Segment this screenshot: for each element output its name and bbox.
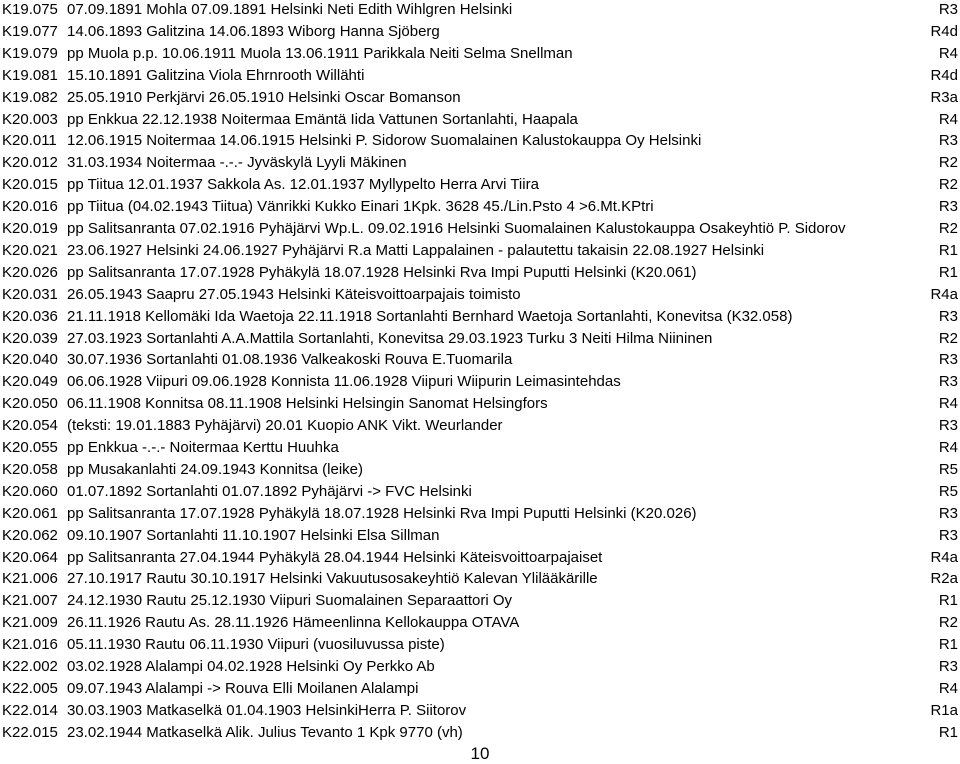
item-class: R3 bbox=[938, 1, 958, 18]
list-item bbox=[2, 330, 960, 352]
item-code: K20.055 bbox=[2, 439, 58, 456]
item-description: 12.06.1915 Noitermaa 14.06.1915 Helsinki P. Sidorow Suomalainen Kalustokauppa Oy Helsinki bbox=[67, 132, 702, 150]
item-description: 05.11.1930 Rautu 06.11.1930 Viipuri (vuosiluvussa piste) bbox=[67, 636, 445, 654]
item-code: K19.082 bbox=[2, 88, 58, 106]
item-description: 26.05.1943 Saapru 27.05.1943 Helsinki Käteisvoittoarpajais toimisto bbox=[67, 285, 521, 303]
item-class: R1 bbox=[938, 592, 958, 610]
item-class: R4 bbox=[938, 395, 958, 413]
item-description: pp Muola p.p. 10.06.1911 Muola 13.06.1911 Parikkala Neiti Selma Snellman bbox=[67, 44, 573, 62]
list-item bbox=[2, 527, 960, 549]
item-description: 14.06.1893 Galitzina 14.06.1893 Wiborg Hanna Sjöberg bbox=[67, 22, 440, 40]
item-description: pp Salitsanranta 07.02.1916 Pyhäjärvi Wp.L. 09.02.1916 Helsinki Suomalainen Kalustokauppa Osakeyhtiö P. Sidorov bbox=[67, 220, 846, 237]
item-description: 26.11.1926 Rautu As. 28.11.1926 Hämeenlinna Kellokauppa OTAVA bbox=[67, 614, 520, 632]
item-class: R1 bbox=[938, 241, 958, 259]
item-code: K20.036 bbox=[2, 307, 58, 325]
list-item bbox=[2, 417, 960, 439]
list-item bbox=[2, 505, 960, 527]
item-class: R4d bbox=[930, 66, 958, 84]
item-description: pp Tiitua (04.02.1943 Tiitua) Vänrikki Kukko Einari 1Kpk. 3628 45./Lin.Psto 4 >6.Mt.KPtri bbox=[67, 198, 654, 216]
list-item bbox=[2, 658, 960, 680]
list-item bbox=[2, 176, 960, 198]
item-class: R4 bbox=[938, 439, 958, 456]
list-item bbox=[2, 461, 960, 483]
item-class: R1a bbox=[930, 701, 958, 719]
item-code: K20.026 bbox=[2, 263, 58, 281]
list-item bbox=[2, 680, 960, 702]
item-class: R4a bbox=[930, 548, 958, 566]
item-code: K22.002 bbox=[2, 658, 58, 675]
list-item bbox=[2, 264, 960, 286]
item-class: R3 bbox=[938, 658, 958, 675]
list-item bbox=[2, 111, 960, 133]
item-description: pp Salitsanranta 27.04.1944 Pyhäkylä 28.04.1944 Helsinki Käteisvoittoarpajaiset bbox=[67, 548, 603, 566]
item-class: R2 bbox=[938, 329, 958, 347]
list-item bbox=[2, 89, 960, 111]
item-description: pp Enkkua -.-.- Noitermaa Kerttu Huuhka bbox=[67, 439, 339, 456]
item-code: K21.009 bbox=[2, 614, 58, 632]
item-class: R1 bbox=[938, 263, 958, 281]
item-code: K20.050 bbox=[2, 395, 58, 413]
item-class: R2 bbox=[938, 154, 958, 172]
item-class: R3 bbox=[938, 373, 958, 391]
item-description: (teksti: 19.01.1883 Pyhäjärvi) 20.01 Kuopio ANK Vikt. Weurlander bbox=[67, 417, 503, 435]
item-description: 06.11.1908 Konnitsa 08.11.1908 Helsinki Helsingin Sanomat Helsingfors bbox=[67, 395, 548, 413]
item-description: 27.03.1923 Sortanlahti A.A.Mattila Sortanlahti, Konevitsa 29.03.1923 Turku 3 Neiti Hilma Niininen bbox=[67, 329, 713, 347]
item-class: R4a bbox=[930, 285, 958, 303]
item-code: K20.015 bbox=[2, 176, 58, 194]
item-class: R1 bbox=[938, 636, 958, 654]
item-description: 30.07.1936 Sortanlahti 01.08.1936 Valkeakoski Rouva E.Tuomarila bbox=[67, 351, 513, 369]
item-code: K19.075 bbox=[2, 1, 58, 18]
item-class: R3 bbox=[938, 526, 958, 544]
list-item bbox=[2, 636, 960, 658]
list-item bbox=[2, 154, 960, 176]
item-class: R4d bbox=[930, 22, 958, 40]
item-code: K20.062 bbox=[2, 526, 58, 544]
item-class: R5 bbox=[938, 482, 958, 500]
item-class: R4 bbox=[938, 44, 958, 62]
item-description: pp Enkkua 22.12.1938 Noitermaa Emäntä Iida Vattunen Sortanlahti, Haapala bbox=[67, 110, 578, 128]
item-code: K21.006 bbox=[2, 570, 58, 588]
list-item bbox=[2, 724, 960, 746]
item-description: pp Tiitua 12.01.1937 Sakkola As. 12.01.1937 Myllypelto Herra Arvi Tiira bbox=[67, 176, 539, 194]
item-code: K20.061 bbox=[2, 504, 58, 522]
item-description: 09.07.1943 Alalampi -> Rouva Elli Moilanen Alalampi bbox=[67, 679, 419, 697]
item-description: pp Musakanlahti 24.09.1943 Konnitsa (leike) bbox=[67, 460, 364, 478]
list-item bbox=[2, 614, 960, 636]
item-code: K20.031 bbox=[2, 285, 58, 303]
list-item bbox=[2, 439, 960, 461]
item-description: 15.10.1891 Galitzina Viola Ehrnrooth Willähti bbox=[67, 66, 365, 84]
item-code: K20.039 bbox=[2, 329, 58, 347]
item-class: R5 bbox=[938, 460, 958, 478]
list-item bbox=[2, 570, 960, 592]
item-code: K20.016 bbox=[2, 198, 58, 216]
item-description: pp Salitsanranta 17.07.1928 Pyhäkylä 18.07.1928 Helsinki Rva Impi Puputti Helsinki (K20.026) bbox=[67, 504, 697, 522]
item-description: 21.11.1918 Kellomäki Ida Waetoja 22.11.1918 Sortanlahti Bernhard Waetoja Sortanlahti, Konevitsa (K32.058) bbox=[67, 307, 793, 325]
list-item bbox=[2, 242, 960, 264]
item-code: K20.011 bbox=[2, 132, 57, 150]
item-class: R4 bbox=[938, 110, 958, 128]
item-description: pp Salitsanranta 17.07.1928 Pyhäkylä 18.07.1928 Helsinki Rva Impi Puputti Helsinki (K20.061) bbox=[67, 263, 697, 281]
item-description: 25.05.1910 Perkjärvi 26.05.1910 Helsinki Oscar Bomanson bbox=[67, 88, 461, 106]
item-code: K20.012 bbox=[2, 154, 58, 172]
item-class: R3 bbox=[938, 198, 958, 216]
item-description: 23.06.1927 Helsinki 24.06.1927 Pyhäjärvi R.a Matti Lappalainen - palautettu takaisin 22.08.1927 Helsinki bbox=[67, 241, 765, 259]
list-item bbox=[2, 23, 960, 45]
item-code: K21.007 bbox=[2, 592, 58, 610]
item-code: K20.054 bbox=[2, 417, 58, 435]
item-class: R2a bbox=[930, 570, 958, 588]
list-item bbox=[2, 549, 960, 571]
item-description: 01.07.1892 Sortanlahti 01.07.1892 Pyhäjärvi -> FVC Helsinki bbox=[67, 482, 472, 500]
item-class: R2 bbox=[938, 614, 958, 632]
item-code: K22.014 bbox=[2, 701, 58, 719]
list-item bbox=[2, 45, 960, 67]
list-item bbox=[2, 67, 960, 89]
list-item bbox=[2, 351, 960, 373]
list-item bbox=[2, 483, 960, 505]
item-class: R3a bbox=[930, 88, 958, 106]
item-description: 07.09.1891 Mohla 07.09.1891 Helsinki Neti Edith Wihlgren Helsinki bbox=[67, 1, 513, 18]
item-description: 09.10.1907 Sortanlahti 11.10.1907 Helsinki Elsa Sillman bbox=[67, 526, 440, 544]
list-item bbox=[2, 198, 960, 220]
item-code: K20.040 bbox=[2, 351, 58, 369]
item-description: 31.03.1934 Noitermaa -.-.- Jyväskylä Lyyli Mäkinen bbox=[67, 154, 407, 172]
list-item bbox=[2, 308, 960, 330]
item-description: 24.12.1930 Rautu 25.12.1930 Viipuri Suomalainen Separaattori Oy bbox=[67, 592, 513, 610]
item-description: 06.06.1928 Viipuri 09.06.1928 Konnista 11.06.1928 Viipuri Wiipurin Leimasintehdas bbox=[67, 373, 621, 391]
list-item bbox=[2, 373, 960, 395]
item-code: K20.003 bbox=[2, 110, 58, 128]
list-item bbox=[2, 592, 960, 614]
item-code: K22.005 bbox=[2, 679, 58, 697]
list-item bbox=[2, 286, 960, 308]
item-class: R3 bbox=[938, 132, 958, 150]
item-code: K20.064 bbox=[2, 548, 58, 566]
item-code: K19.077 bbox=[2, 22, 58, 40]
item-description: 23.02.1944 Matkaselkä Alik. Julius Tevanto 1 Kpk 9770 (vh) bbox=[67, 723, 463, 741]
item-class: R1 bbox=[938, 723, 958, 741]
page-number: 10 bbox=[470, 744, 490, 763]
list-item bbox=[2, 395, 960, 417]
item-code: K20.060 bbox=[2, 482, 58, 500]
list-item bbox=[2, 220, 960, 242]
item-class: R2 bbox=[938, 176, 958, 194]
item-description: 27.10.1917 Rautu 30.10.1917 Helsinki Vakuutusosakeyhtiö Kalevan Ylilääkärille bbox=[67, 570, 598, 588]
item-code: K20.021 bbox=[2, 241, 58, 259]
item-description: 03.02.1928 Alalampi 04.02.1928 Helsinki Oy Perkko Ab bbox=[67, 658, 435, 675]
item-class: R2 bbox=[938, 220, 958, 237]
item-code: K19.081 bbox=[2, 66, 58, 84]
item-code: K19.079 bbox=[2, 44, 58, 62]
item-code: K21.016 bbox=[2, 636, 58, 654]
list-item bbox=[2, 1, 960, 23]
item-class: R3 bbox=[938, 504, 958, 522]
list-item bbox=[2, 132, 960, 154]
item-class: R3 bbox=[938, 351, 958, 369]
item-class: R4 bbox=[938, 679, 958, 697]
list-item bbox=[2, 702, 960, 724]
item-code: K20.019 bbox=[2, 220, 58, 237]
item-code: K22.015 bbox=[2, 723, 58, 741]
item-class: R3 bbox=[938, 417, 958, 435]
item-code: K20.058 bbox=[2, 460, 58, 478]
item-description: 30.03.1903 Matkaselkä 01.04.1903 HelsinkiHerra P. Siitorov bbox=[67, 701, 467, 719]
item-code: K20.049 bbox=[2, 373, 58, 391]
item-class: R3 bbox=[938, 307, 958, 325]
